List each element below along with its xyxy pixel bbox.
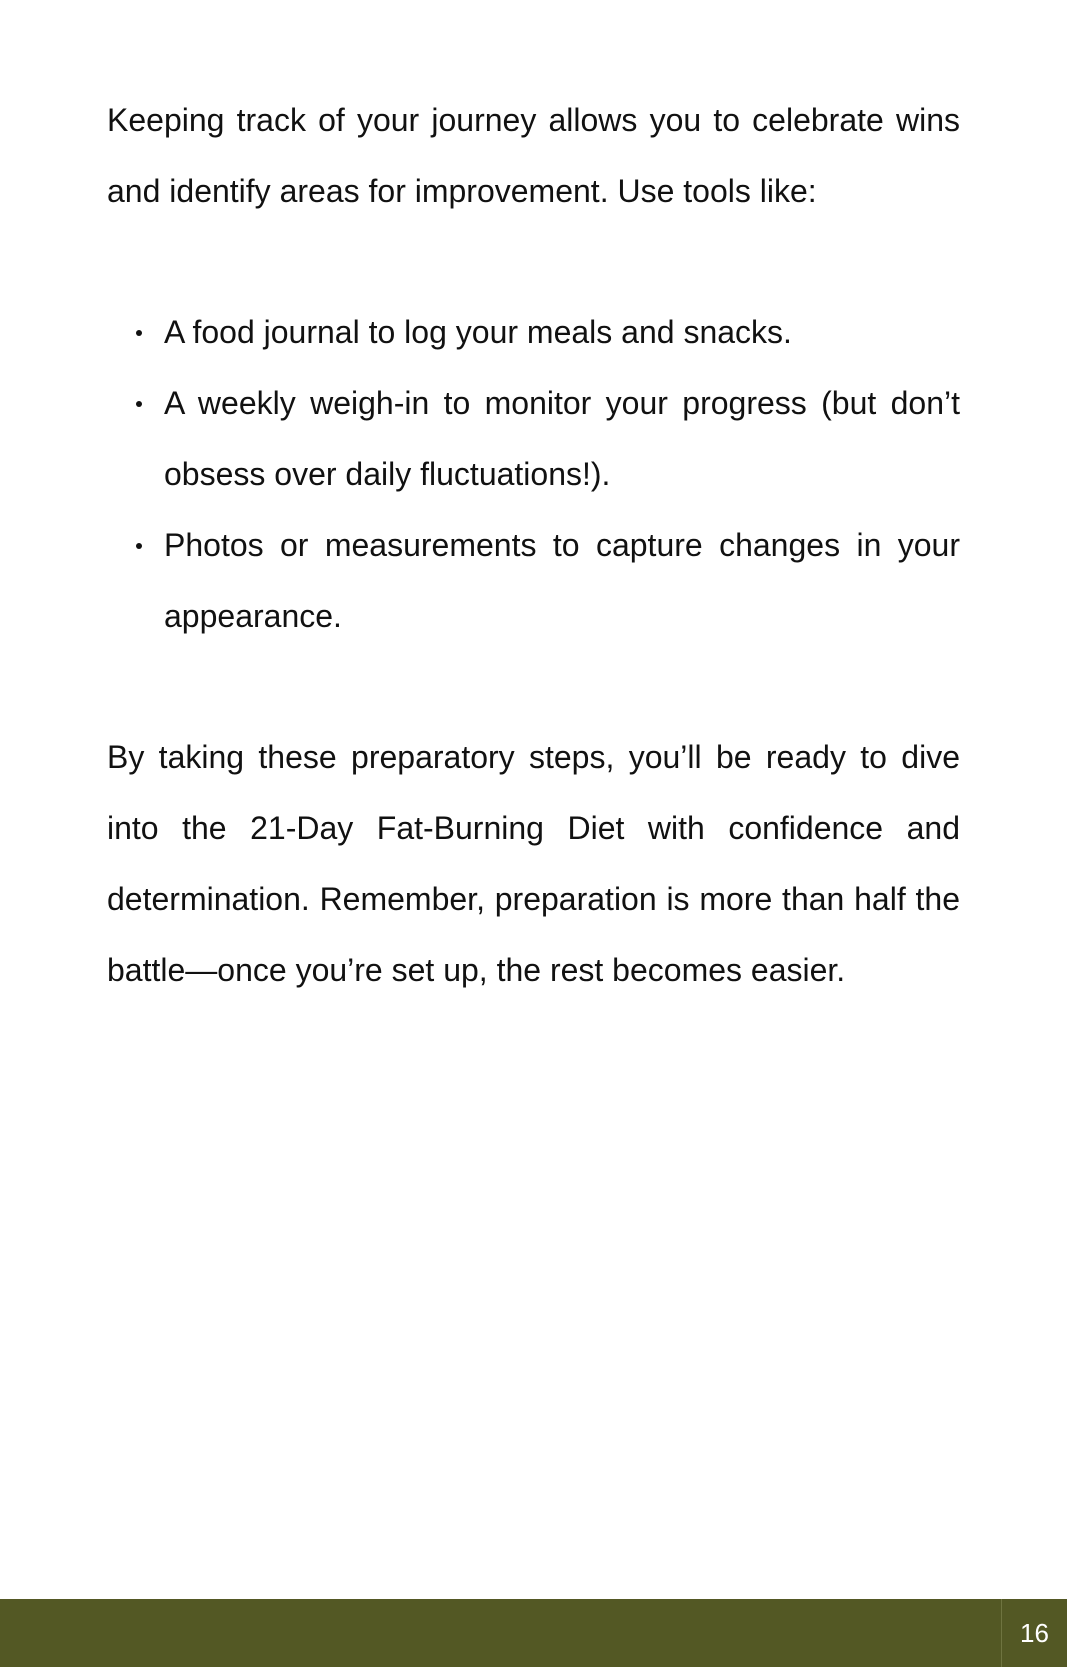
- bullet-icon: [136, 401, 142, 407]
- footer-bar: [0, 1599, 1067, 1667]
- intro-paragraph: Keeping track of your journey allows you to celebrate wins and identify areas for improvement. Use tools like:: [107, 102, 960, 209]
- list-item-text: Photos or measurements to capture changes in your appearance.: [164, 527, 960, 634]
- bullet-icon: [136, 330, 142, 336]
- closing-paragraph: By taking these preparatory steps, you’ll be ready to dive into the 21-Day Fat-Burning Diet with confidence and determination. Remember, preparation is more than half the battle—once you’re set up, the rest becomes easier.: [107, 739, 960, 988]
- list-item-text: A weekly weigh-in to monitor your progress (but don’t obsess over daily fluctuations!).: [164, 385, 960, 492]
- list-item-text: A food journal to log your meals and snacks.: [164, 314, 792, 350]
- page-number: 16: [1001, 1599, 1067, 1667]
- list-item: [164, 368, 960, 510]
- tools-list: [107, 297, 960, 652]
- list-item: [164, 297, 960, 368]
- page-content: [107, 85, 960, 1006]
- bullet-icon: [136, 543, 142, 549]
- list-item: [164, 510, 960, 652]
